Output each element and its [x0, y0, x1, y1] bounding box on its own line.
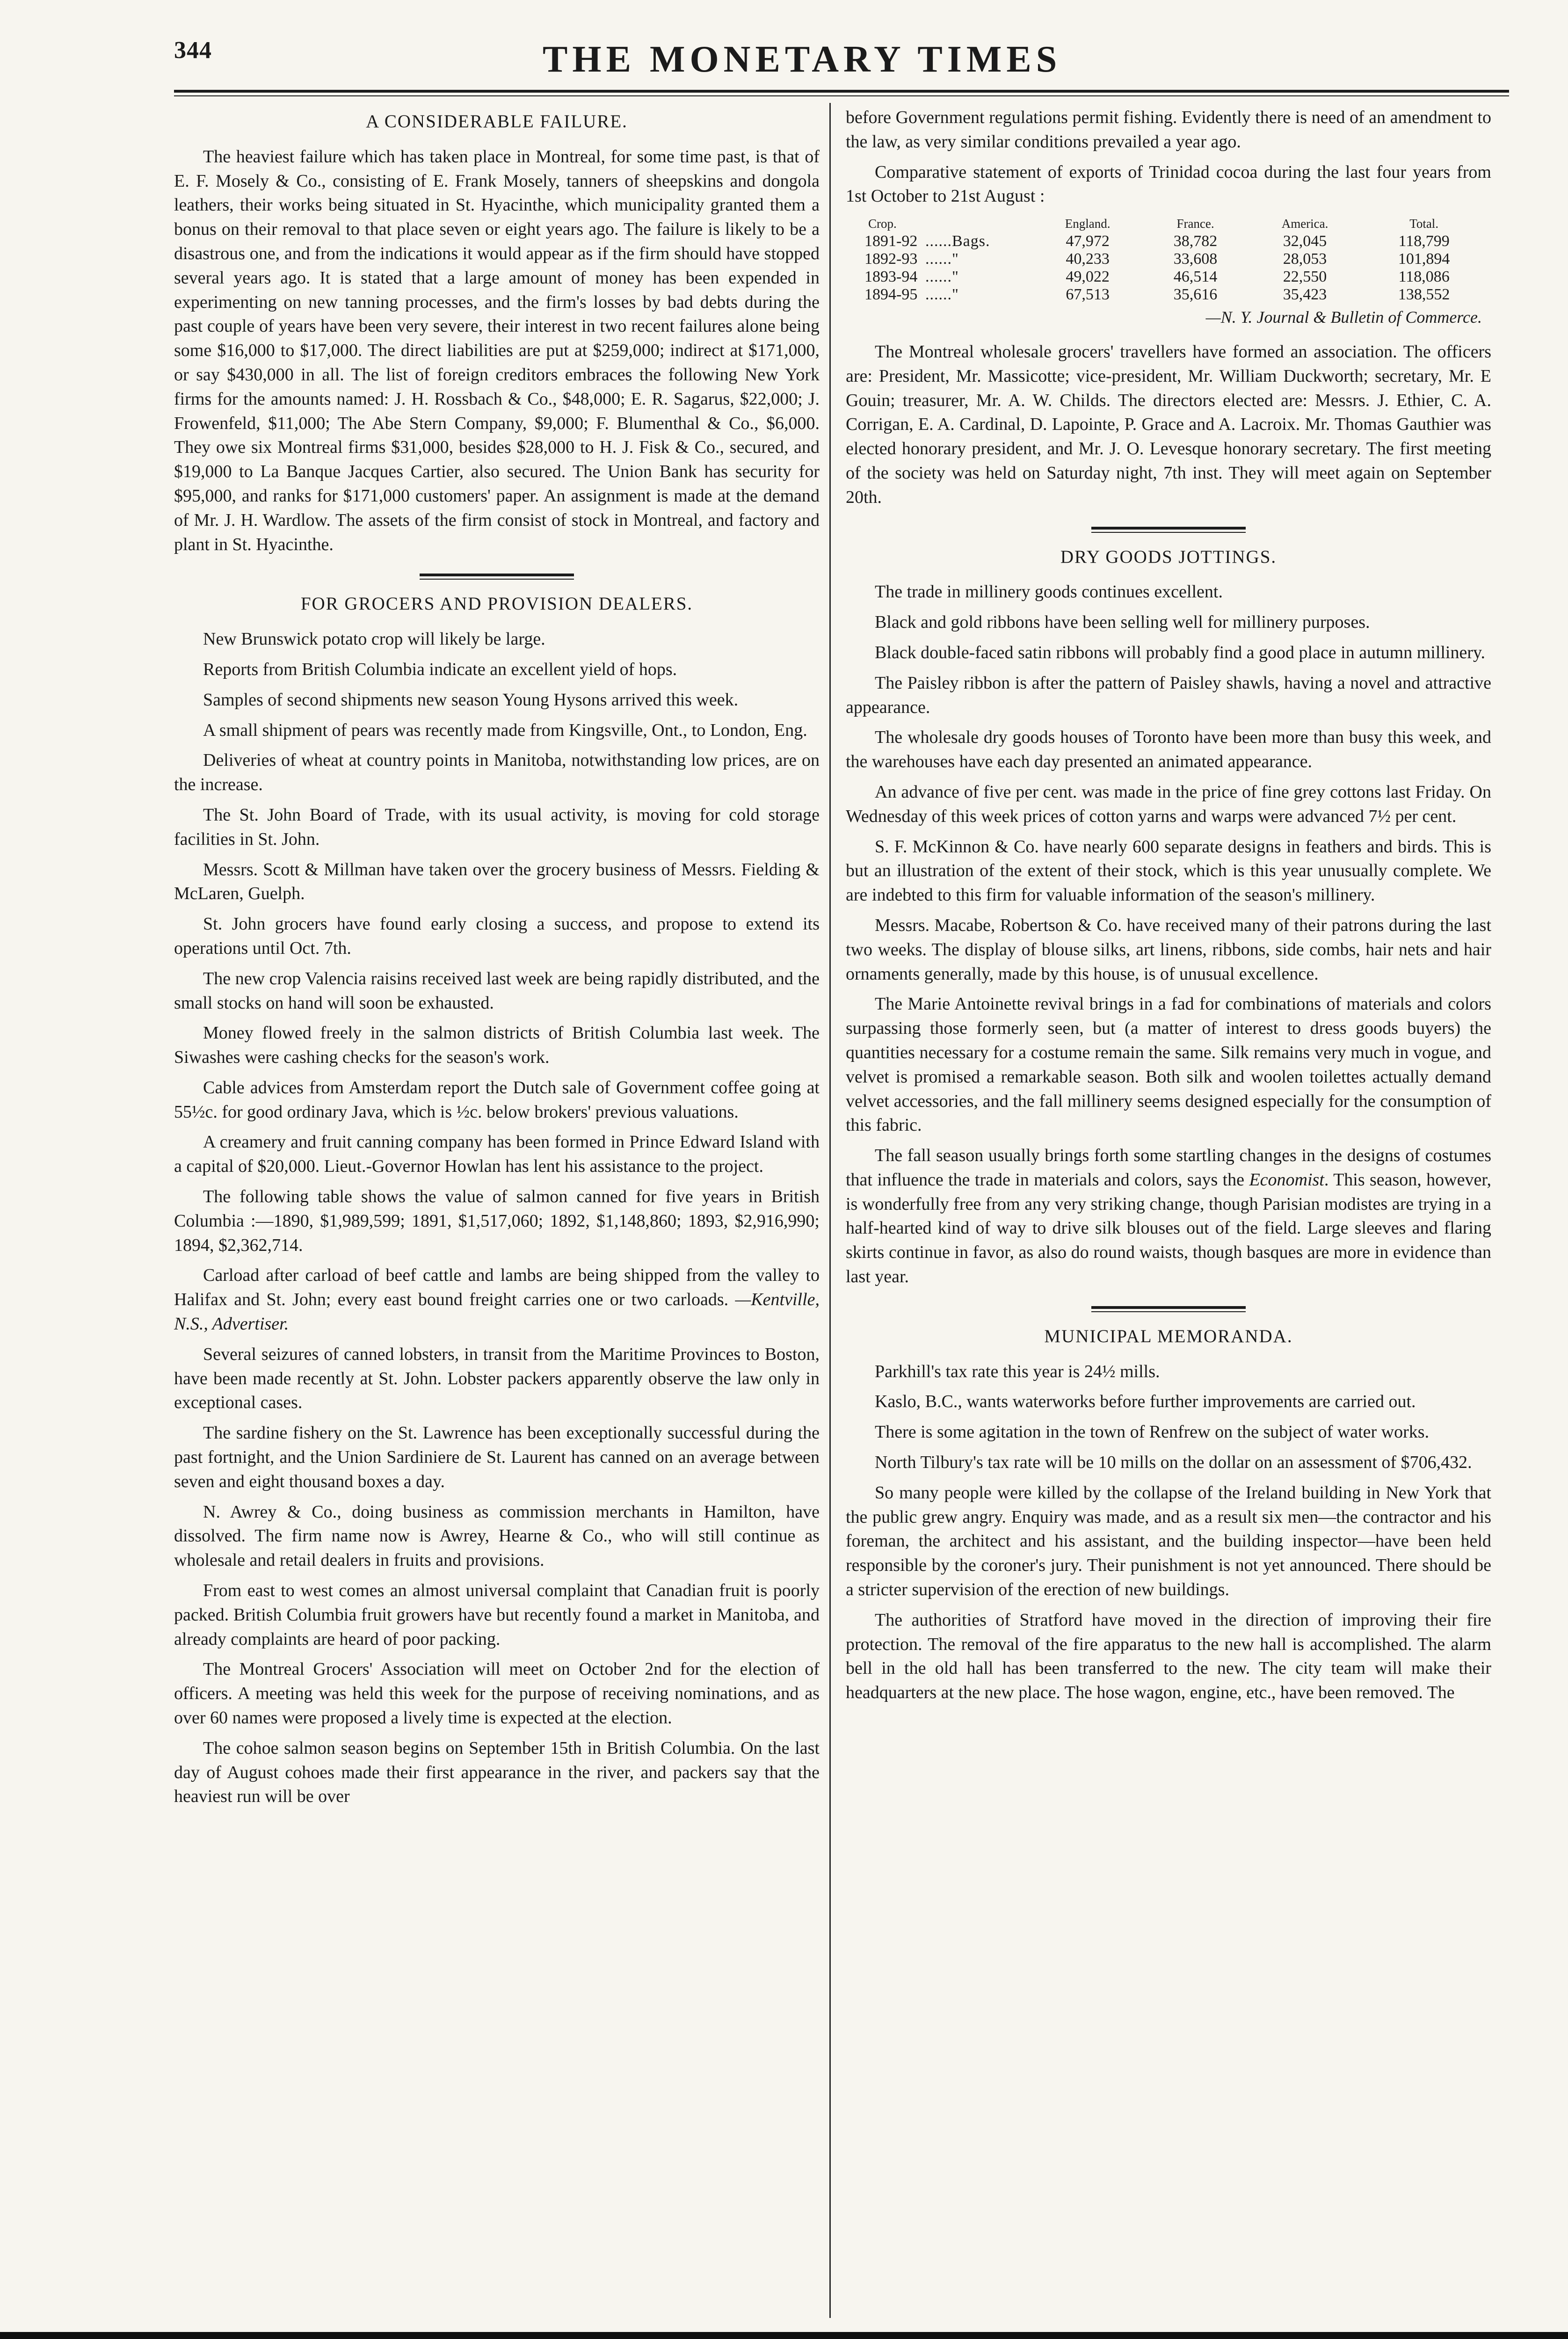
dry-goods-item: S. F. McKinnon & Co. have nearly 600 separate designs in feathers and birds. This is but an illustration of the extent of their stock, which is this year unusually complete. We are indebted to this firm for valuable information of the season's millinery. — [846, 836, 1491, 905]
table-cell: 67,513 — [1066, 286, 1110, 304]
municipal-item: Parkhill's tax rate this year is 24½ mills. — [875, 1361, 1160, 1381]
heading-grocers: FOR GROCERS AND PROVISION DEALERS. — [300, 594, 693, 614]
table-row — [864, 268, 1487, 286]
table-header-cell: America. — [1281, 217, 1328, 231]
section-rule — [1091, 1306, 1246, 1312]
table-cell: 22,550 — [1283, 268, 1327, 286]
grocers-item: Samples of second shipments new season Young Hysons arrived this week. — [203, 690, 739, 710]
grocers-item: A small shipment of pears was recently made from Kingsville, Ont., to London, Eng. — [203, 720, 807, 740]
table-cell: 49,022 — [1066, 268, 1110, 286]
dry-goods-item: The trade in millinery goods continues excellent. — [875, 582, 1223, 602]
grocers-item: The following table shows the value of salmon canned for five years in British Columbia :—1890, $1,989,599; 1891, $1,517,060; 1892, $1,148,860; 1893, $2,916,990; 1894, $2,362,714. — [174, 1187, 820, 1255]
dry-goods-item: Black double-faced satin ribbons will probably find a good place in autumn millinery. — [875, 642, 1486, 662]
table-cell: 47,972 — [1066, 232, 1110, 250]
grocers-item: Several seizures of canned lobsters, in transit from the Maritime Provinces to Boston, have been made recently at St. John. Lobster packers apparently observe the law only in exceptional cases. — [174, 1344, 820, 1413]
table-header-cell: England. — [1065, 217, 1111, 231]
publication-name: Economist — [1249, 1170, 1324, 1190]
page-number: 344 — [174, 37, 212, 64]
grocers-item: The St. John Board of Trade, with its usual activity, is moving for cold storage facilities in St. John. — [174, 805, 820, 849]
heading-municipal: MUNICIPAL MEMORANDA. — [1044, 1326, 1293, 1346]
grocers-item — [174, 1264, 820, 1336]
source-credit: —Kentville, N.S., Advertiser. — [174, 1290, 820, 1334]
table-cell: 46,514 — [1173, 268, 1218, 286]
travellers-paragraph: The Montreal wholesale grocers' travellers have formed an association. The officers are: President, Mr. Massicotte; vice-president, Mr. William Duckworth; secretary, Mr. E Gouin; treasurer, Mr. A. W. Childs. The directors elected are: Messrs. J. Ethier, C. A. Corrigan, E. A. Cardinal, D. Lapointe, P. Grace and A. Lacroix. Mr. Thomas Gauthier was elected honorary president, and Mr. J. O. Levesque honorary secretary. The first meeting of the society was held on Saturday night, 7th inst. They will meet again on September 20th. — [846, 341, 1491, 507]
table-row — [864, 286, 1487, 304]
continued-paragraph: before Government regulations permit fishing. Evidently there is need of an amendment to the law, as very similar conditions prevailed a year ago. — [846, 108, 1491, 152]
cocoa-exports-table — [864, 215, 1487, 304]
grocers-item: From east to west comes an almost universal complaint that Canadian fruit is poorly packed. British Columbia fruit growers have but recently found a market in Manitoba, and already complaints are heard of poor packing. — [174, 1581, 820, 1649]
dry-goods-text: . This season, however, is wonderfully free from any very striking change, though Parisian modistes are trying in a half-hearted kind of way to drive silk blouses out of the field. Large sleeves and flaring skirts continue in favor, as also do round waists, though basques are more in evidence than last year. — [846, 1170, 1491, 1287]
table-cell: 40,233 — [1066, 250, 1110, 268]
dry-goods-item: Black and gold ribbons have been selling well for millinery purposes. — [875, 612, 1370, 632]
column-divider — [829, 103, 831, 2318]
header-rule — [174, 90, 1509, 96]
table-cell: 138,552 — [1398, 286, 1450, 304]
scan-edge — [0, 2332, 1568, 2339]
grocers-item-text: Carload after carload of beef cattle and lambs are being shipped from the valley to Halifax and St. John; every east bound freight carries one or two carloads. — [174, 1265, 820, 1310]
table-cell: 32,045 — [1283, 232, 1327, 250]
table-cell: 1891-92 — [864, 232, 918, 250]
table-header-cell: Total. — [1409, 217, 1439, 231]
dry-goods-text: The fall season usually brings forth some startling changes in the designs of costumes that influence the trade in materials and colors, says the — [846, 1146, 1491, 1190]
grocers-item: The sardine fishery on the St. Lawrence has been exceptionally successful during the past fortnight, and the Union Sardiniere de St. Laurent has canned on an average between seven and eight thousand boxes a day. — [174, 1423, 820, 1491]
municipal-item: So many people were killed by the collapse of the Ireland building in New York that the public grew angry. Enquiry was made, and as a result six men—the contractor and his foreman, the architect and his assistant, and the building inspector—have been held responsible by the coroner's jury. Their punishment is not yet announced. There should be a stricter supervision of the erection of new buildings. — [846, 1482, 1491, 1600]
table-cell: 33,608 — [1173, 250, 1218, 268]
table-header-row — [864, 215, 1487, 232]
table-row — [864, 250, 1487, 268]
grocers-item: N. Awrey & Co., doing business as commission merchants in Hamilton, have dissolved. The firm name now is Awrey, Hearne & Co., who will still continue as wholesale and retail dealers in fruits and provisions. — [174, 1502, 820, 1570]
table-cell: 35,423 — [1283, 286, 1327, 304]
dry-goods-item: Messrs. Macabe, Robertson & Co. have received many of their patrons during the last two weeks. The display of blouse silks, art linens, ribbons, side combs, hair nets and hair ornaments generally, made by this house, is of unusual excellence. — [846, 915, 1491, 984]
municipal-item: North Tilbury's tax rate will be 10 mills on the dollar on an assessment of $706,432. — [875, 1453, 1472, 1473]
table-source: —N. Y. Journal & Bulletin of Commerce. — [1205, 308, 1482, 327]
grocers-item: The new crop Valencia raisins received last week are being rapidly distributed, and the small stocks on hand will soon be exhausted. — [174, 968, 820, 1013]
grocers-item: Deliveries of wheat at country points in Manitoba, notwithstanding low prices, are on the increase. — [174, 750, 820, 795]
left-column — [174, 106, 820, 1815]
municipal-item: There is some agitation in the town of Renfrew on the subject of water works. — [875, 1422, 1430, 1442]
article-paragraph: The heaviest failure which has taken place in Montreal, for some time past, is that of E. F. Mosely & Co., consisting of E. Frank Mosely, tanners of sheepskins and dongola leathers, their works being situated in St. Hyacinthe, which municipality granted them a bonus on their removal to that place seven or eight years ago. The failure is likely to be a disastrous one, and from the indications it would appear as if the firm should have stopped several years ago. It is stated that a large amount of money has been expended in experimenting on new tanning processes, and the firm's losses by bad debts during the past couple of years have been very severe, their interest in two recent failures alone being some $16,000 to $17,000. The direct liabilities are put at $259,000; indirect at $171,000, or say $430,000 in all. The list of foreign creditors embraces the following New York firms for the amounts named: J. H. Rossbach & Co., $48,000; E. R. Sagarus, $22,000; J. Frowenfeld, $11,000; The Abe Stern Company, $9,000; F. Blumenthal & Co., $6,000. They owe six Montreal firms $31,000, besides $28,000 to H. J. Fisk & Co., secured, and $19,000 to La Banque Jacques Cartier, also secured. The Union Bank has security for $95,000, and ranks for $171,000 customers' paper. An assignment is made at the demand of Mr. J. H. Wardlow. The assets of the firm consist of stock in Montreal, and factory and plant in St. Hyacinthe. — [174, 146, 820, 554]
table-cell: 101,894 — [1398, 250, 1450, 268]
table-cell: ......" — [925, 286, 959, 304]
table-cell: ......" — [925, 268, 959, 286]
municipal-item: The authorities of Stratford have moved in the direction of improving their fire protection. The removal of the fire apparatus to the new hall is accomplished. The alarm bell in the old hall has been transferred to the new. The city team will make their headquarters at the new place. The hose wagon, engine, etc., have been removed. The — [846, 1610, 1491, 1703]
table-cell: 35,616 — [1173, 286, 1218, 304]
heading-dry-goods: DRY GOODS JOTTINGS. — [1060, 546, 1277, 567]
grocers-item: Cable advices from Amsterdam report the Dutch sale of Government coffee going at 55½c. for good ordinary Java, which is ½c. below brokers' previous valuations. — [174, 1077, 820, 1122]
table-header-cell: France. — [1176, 217, 1214, 231]
grocers-item: The Montreal Grocers' Association will meet on October 2nd for the election of officers. A meeting was held this week for the purpose of receiving nominations, and as over 60 names were proposed a lively time is expected at the election. — [174, 1659, 820, 1728]
grocers-item: Reports from British Columbia indicate an excellent yield of hops. — [203, 659, 677, 679]
grocers-item: Money flowed freely in the salmon districts of British Columbia last week. The Siwashes were cashing checks for the season's work. — [174, 1023, 820, 1068]
section-rule — [420, 574, 574, 580]
dry-goods-item: The Paisley ribbon is after the pattern of Paisley shawls, having a novel and attractive appearance. — [846, 673, 1491, 717]
table-cell: 28,053 — [1283, 250, 1327, 268]
grocers-item: New Brunswick potato crop will likely be large. — [203, 629, 545, 649]
municipal-item: Kaslo, B.C., wants waterworks before further improvements are carried out. — [875, 1392, 1416, 1412]
grocers-item: St. John grocers have found early closing a success, and propose to extend its operations until Oct. 7th. — [174, 914, 820, 958]
table-cell: 38,782 — [1173, 232, 1218, 250]
table-row — [864, 232, 1487, 250]
dry-goods-item — [846, 1144, 1491, 1289]
table-header-cell — [925, 215, 1033, 232]
cocoa-intro: Comparative statement of exports of Trinidad cocoa during the last four years from 1st October to 21st August : — [846, 162, 1491, 206]
table-cell: ......Bags. — [925, 232, 990, 250]
masthead: THE MONETARY TIMES — [543, 39, 1062, 80]
table-cell: ......" — [925, 250, 959, 268]
dry-goods-item: The Marie Antoinette revival brings in a fad for combinations of materials and colors surpassing those formerly seen, but (a matter of interest to dress goods buyers) the quantities necessary for a costume remain the same. Silk remains very much in vogue, and velvet is promised a remarkable season. Both silk and woolen toilettes actually demand velvet accessories, and the fall millinery seems designed especially for the consumption of this fabric. — [846, 994, 1491, 1135]
grocers-item: A creamery and fruit canning company has been formed in Prince Edward Island with a capital of $20,000. Lieut.-Governor Howlan has lent his assistance to the project. — [174, 1132, 820, 1177]
dry-goods-item: An advance of five per cent. was made in the price of fine grey cottons last Friday. On Wednesday of this week prices of cotton yarns and warps were advanced 7½ per cent. — [846, 782, 1491, 826]
grocers-item: The cohoe salmon season begins on September 15th in British Columbia. On the last day of August cohoes made their first appearance in the river, and packers say that the heaviest run will be over — [174, 1738, 820, 1807]
heading-considerable-failure: A CONSIDERABLE FAILURE. — [366, 111, 628, 131]
table-cell: 1893-94 — [864, 268, 918, 286]
table-cell: 1892-93 — [864, 250, 918, 268]
dry-goods-item: The wholesale dry goods houses of Toronto have been more than busy this week, and the warehouses have each day presented an animated appearance. — [846, 727, 1491, 772]
right-column — [846, 106, 1491, 1711]
grocers-item: Messrs. Scott & Millman have taken over the grocery business of Messrs. Fielding & McLaren, Guelph. — [174, 859, 820, 904]
table-cell: 1894-95 — [864, 286, 918, 304]
section-rule — [1091, 527, 1246, 533]
table-cell: 118,799 — [1398, 232, 1450, 250]
table-cell: 118,086 — [1398, 268, 1450, 286]
table-header-cell: Crop. — [868, 217, 897, 231]
